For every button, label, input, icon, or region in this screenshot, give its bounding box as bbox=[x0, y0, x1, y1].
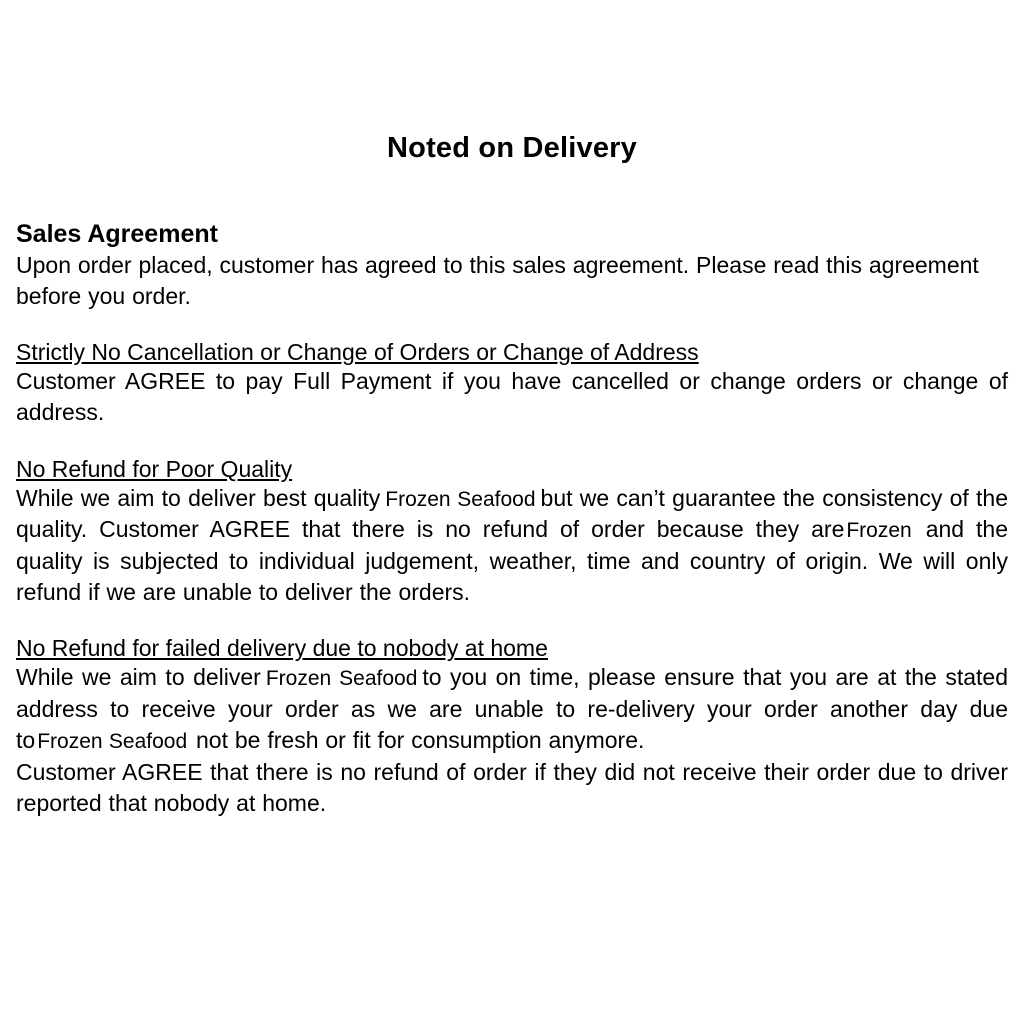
section-heading-no-cancellation: Strictly No Cancellation or Change of Orders or Change of Address bbox=[16, 339, 699, 366]
product-field-frozen-seafood-1: Frozen Seafood bbox=[265, 667, 418, 691]
spacer bbox=[16, 429, 1008, 455]
paragraph-part-3: not be fresh or fit for consumption anymore. bbox=[196, 727, 645, 754]
paragraph-part-1: While we aim to deliver best quality bbox=[16, 484, 381, 511]
paragraph-part-2: but we can’t guarantee the consistency of the quality. Customer AGREE that there is no refund of order because they are bbox=[16, 484, 1008, 543]
page-title: Noted on Delivery bbox=[387, 132, 637, 164]
section-no-cancellation bbox=[16, 338, 1008, 429]
product-field-frozen: Frozen bbox=[846, 519, 912, 543]
paragraph-part-3: and the quality is subjected to individual judgement, weather, time and country of origin. We will only refund if we are unable to deliver the orders. bbox=[16, 516, 1008, 606]
product-field-frozen-seafood: Frozen Seafood bbox=[385, 487, 536, 511]
paragraph-part-1: While we aim to deliver bbox=[16, 664, 261, 691]
product-field-frozen-seafood-2: Frozen Seafood bbox=[37, 730, 188, 754]
section-heading-no-refund-poor-quality: No Refund for Poor Quality bbox=[16, 455, 293, 482]
spacer bbox=[16, 312, 1008, 338]
section-no-refund-failed-delivery bbox=[16, 634, 1008, 819]
section-paragraph-no-refund-poor-quality bbox=[16, 483, 1008, 609]
section-sales-agreement bbox=[16, 219, 1008, 312]
paragraph-part-2: to you on time, please ensure that you are at the stated address to receive your order as we are unable to re-delivery your order another day due to bbox=[16, 664, 1008, 754]
section-no-refund-poor-quality bbox=[16, 455, 1008, 609]
section-heading-sales-agreement: Sales Agreement bbox=[16, 220, 218, 248]
section-heading-no-refund-failed-delivery: No Refund for failed delivery due to nobody at home bbox=[16, 635, 548, 662]
section-paragraph-no-refund-failed-delivery-2: Customer AGREE that there is no refund of order if they did not receive their order due to driver reported that nobody at home. bbox=[16, 758, 1008, 816]
section-paragraph-no-cancellation: Customer AGREE to pay Full Payment if you have cancelled or change orders or change of address. bbox=[16, 368, 1008, 426]
section-paragraph-no-refund-failed-delivery bbox=[16, 662, 1008, 756]
spacer bbox=[16, 608, 1008, 634]
section-paragraph-sales-agreement: Upon order placed, customer has agreed to this sales agreement. Please read this agreement before you order. bbox=[16, 251, 979, 309]
